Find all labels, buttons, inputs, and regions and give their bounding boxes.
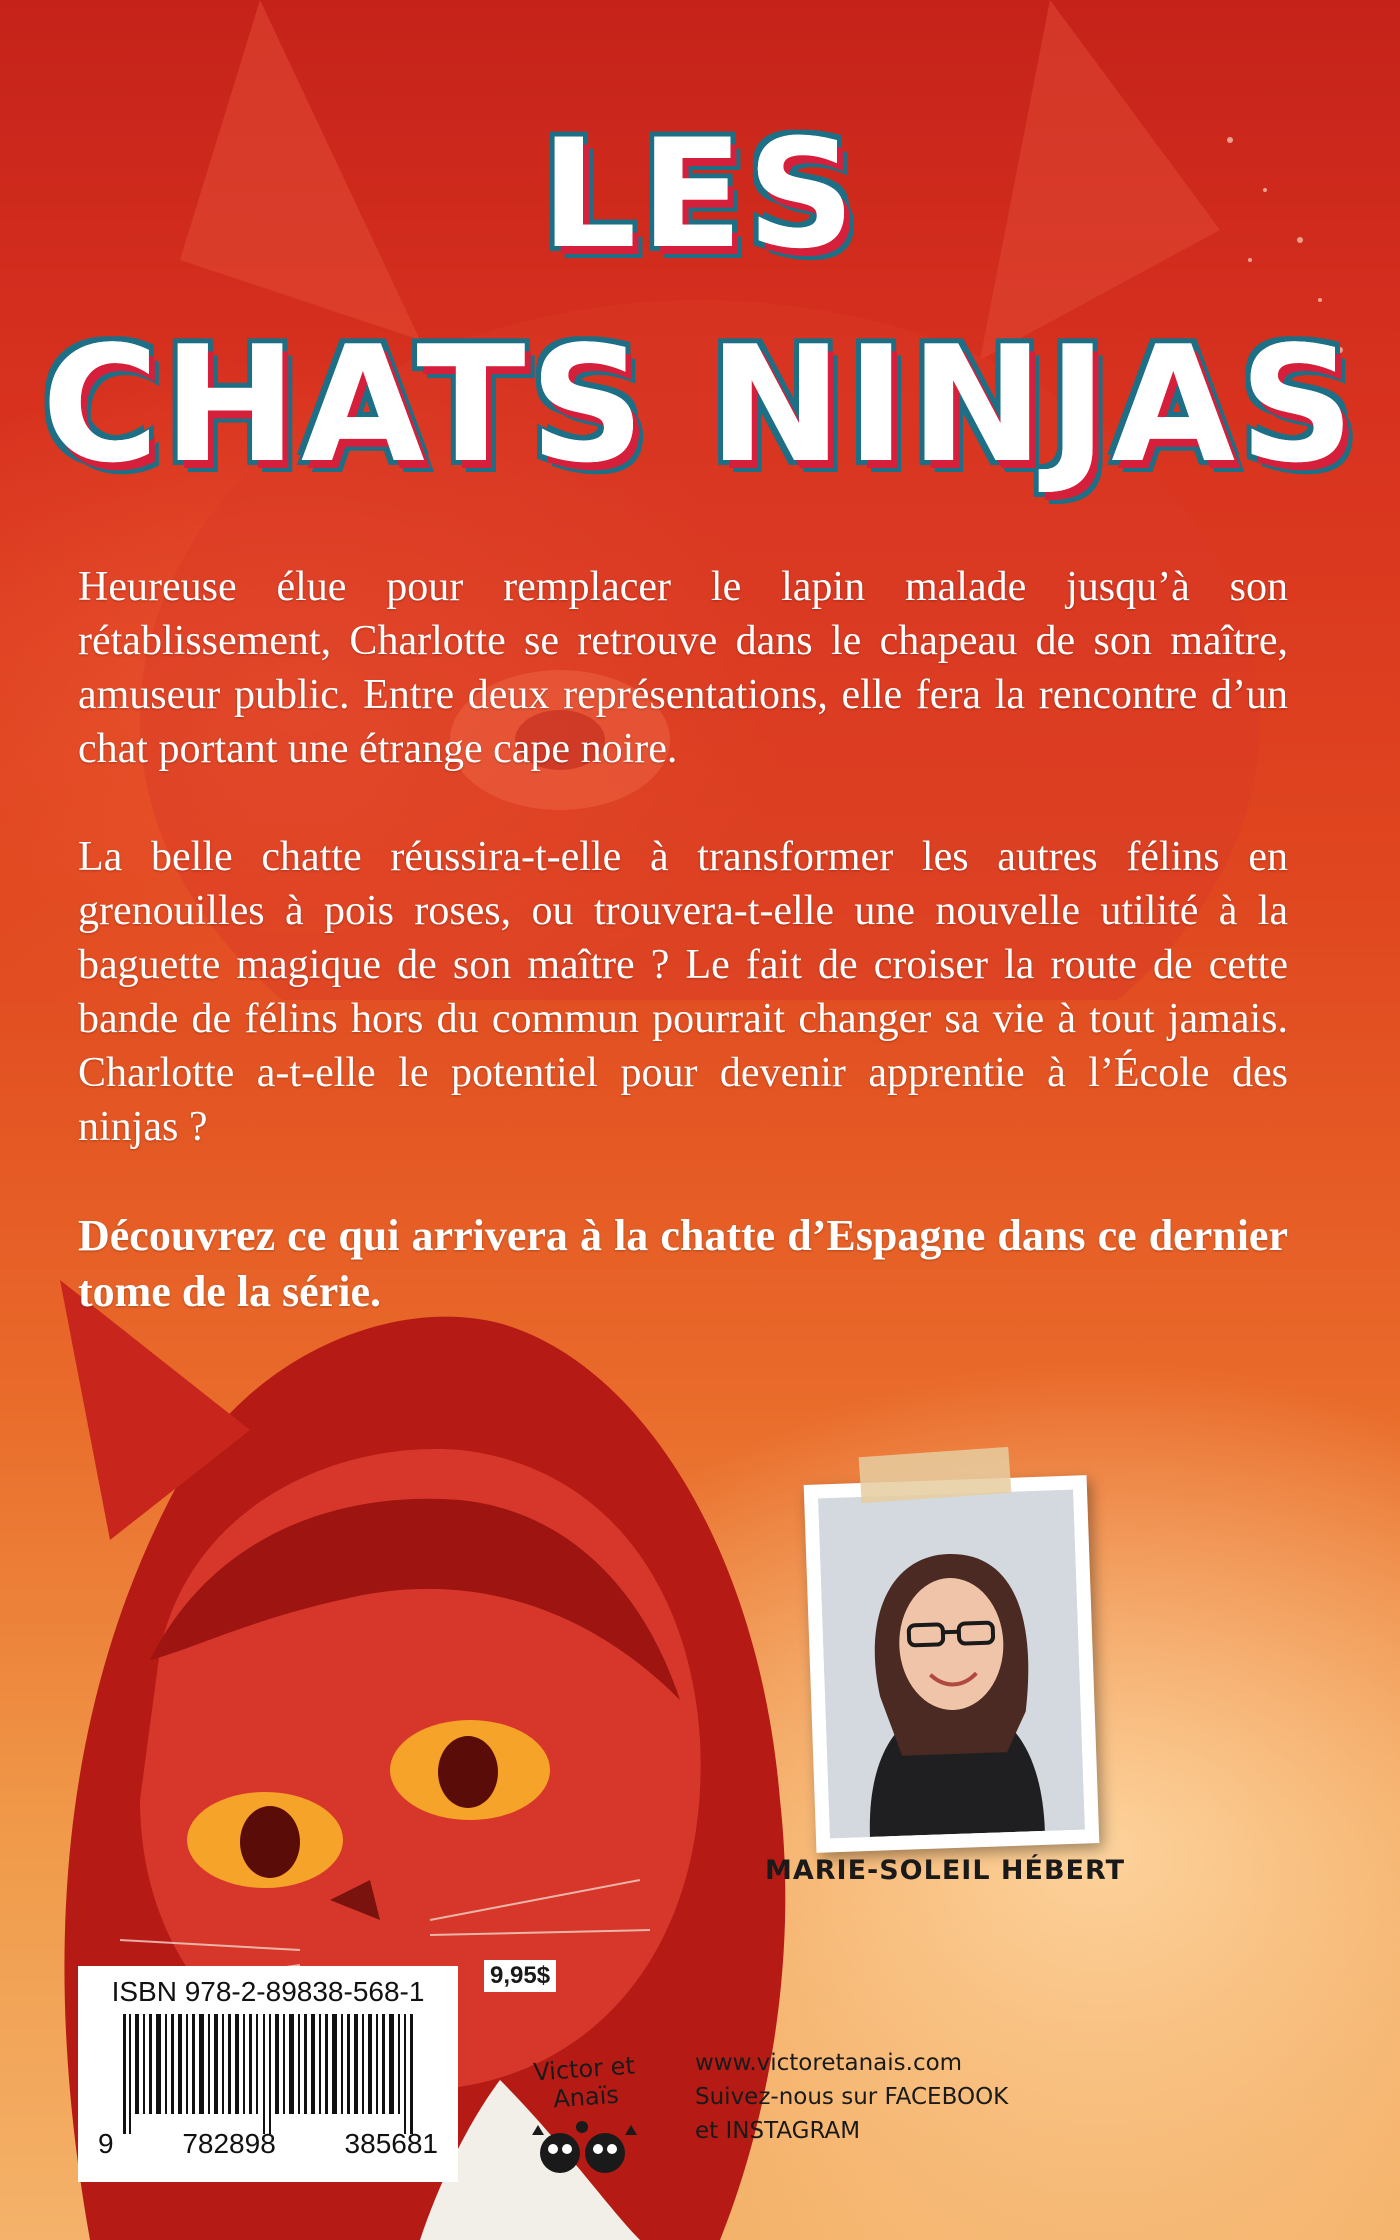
blurb-paragraph-2: La belle chatte réussira-t-elle à transformer les autres félins en grenouilles à pois roses, ou trouvera-t-elle une nouvelle utilité à la baguette magique de son maître ? Le fait de croiser la route de cette bande de félins hors du commun pourrait changer sa vie à tout jamais. Charlotte a-t-elle le potentiel pour devenir apprentie à l’École des ninjas ?	[78, 834, 1288, 1150]
barcode-digit-first: 9	[98, 2128, 114, 2159]
barcode-digits	[92, 2128, 444, 2160]
publisher-follow-line-2: et INSTAGRAM	[695, 2118, 861, 2144]
barcode-digit-group-1: 782898	[182, 2128, 276, 2159]
publisher-follow-line-1: Suivez-nous sur FACEBOOK	[695, 2084, 1009, 2110]
author-name: MARIE-SOLEIL HÉBERT	[764, 1855, 1125, 1886]
publisher-website: www.victoretanais.com	[695, 2050, 963, 2076]
barcode-bars	[103, 2014, 433, 2134]
blurb-paragraph-1: Heureuse élue pour remplacer le lapin malade jusqu’à son rétablissement, Charlotte se retrouve dans le chapeau de son maître, amuseur public. Entre deux représentations, elle fera la rencontre d’un chat portant une étrange cape noire.	[78, 564, 1288, 772]
publisher-logo-icon	[520, 2115, 650, 2185]
publisher-contact	[695, 2046, 1035, 2148]
author-photo	[804, 1475, 1100, 1853]
title-line-1: LES	[540, 108, 860, 282]
price-label: 9,95$	[484, 1960, 556, 1992]
publisher-logo-block	[500, 2051, 670, 2185]
isbn-label: ISBN 978-2-89838-568-1	[111, 1976, 425, 2007]
blurb-tagline: Découvrez ce qui arrivera à la chatte d’Espagne dans ce dernier tome de la série.	[78, 1211, 1288, 1316]
barcode-digit-group-2: 385681	[344, 2128, 438, 2159]
title-line-2: CHATS NINJAS	[41, 311, 1359, 498]
isbn-barcode	[78, 1966, 458, 2182]
publisher-name: Victor et Anaïs	[532, 2051, 636, 2114]
author-portrait	[818, 1490, 1085, 1839]
